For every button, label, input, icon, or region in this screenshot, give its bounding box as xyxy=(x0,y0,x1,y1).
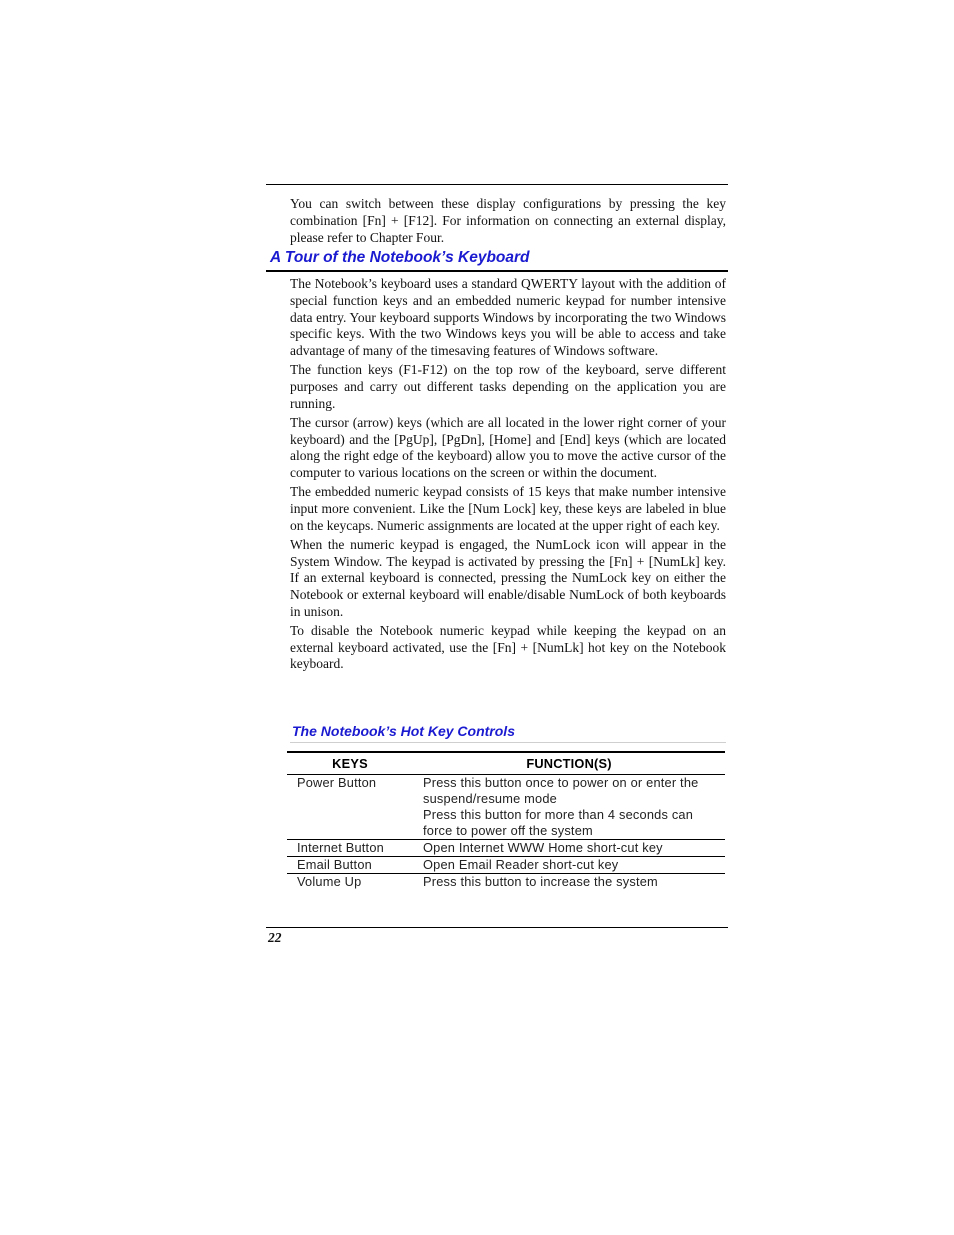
paragraph-function-keys: The function keys (F1-F12) on the top row of the keyboard, serve different purposes and carry out different tasks depending on the application you are running. xyxy=(290,362,726,411)
section-heading: A Tour of the Notebook’s Keyboard xyxy=(270,249,530,266)
intro-paragraph: You can switch between these display configurations by pressing the key combination [Fn] + [F12]. For information on connecting an external display, please refer to Chapter Four. xyxy=(290,196,726,245)
function-line: Press this button for more than 4 seconds can force to power off the system xyxy=(423,807,694,838)
key-cell: Email Button xyxy=(297,857,372,872)
paragraph-numlock: When the numeric keypad is engaged, the NumLock icon will appear in the System Window. The keypad is activated by pressing the [Fn] + [NumLk] key. If an external keyboard is connected, pressing the NumLock key on either the Notebook or external keyboard will enable/disable NumLock of both keyboards in unison. xyxy=(290,536,726,619)
section-heading-rule xyxy=(266,270,728,272)
function-line: Press this button to increase the system xyxy=(423,874,658,889)
paragraph-numeric-keypad: The embedded numeric keypad consists of 15 keys that make number intensive input more convenient. Like the [Num Lock] key, these keys are labeled in blue on the keycaps. Numeric assignments are located at the upper right of each key. xyxy=(290,484,726,533)
bottom-rule xyxy=(266,927,728,928)
column-header-functions: FUNCTION(S) xyxy=(526,756,612,771)
key-cell: Volume Up xyxy=(297,874,362,889)
column-header-keys: KEYS xyxy=(332,756,368,771)
key-cell: Internet Button xyxy=(297,840,384,855)
subsection-heading: The Notebook’s Hot Key Controls xyxy=(292,723,515,739)
hotkey-table xyxy=(287,751,725,890)
section-body xyxy=(290,276,726,675)
table-row xyxy=(287,857,725,874)
paragraph-disable-keypad: To disable the Notebook numeric keypad while keeping the keypad on an external keyboard activated, use the [Fn] + [NumLk] hot key on the Notebook keyboard. xyxy=(290,622,726,672)
table-header-row xyxy=(287,752,725,775)
function-cell xyxy=(413,840,725,857)
table-row xyxy=(287,874,725,891)
paragraph-cursor-keys: The cursor (arrow) keys (which are all located in the lower right corner of your keyboard) and the [PgUp], [PgDn], [Home] and [End] keys (which are located along the right edge of the keyboard) allow you to move the active cursor of the computer to various locations on the screen or within the document. xyxy=(290,414,726,481)
top-rule xyxy=(266,184,728,185)
paragraph-keyboard-layout: The Notebook’s keyboard uses a standard QWERTY layout with the addition of special function keys and an embedded numeric keypad for number intensive data entry. Your keyboard supports Windows by incorporating the two Windows specific keys. With the two Windows keys you will be able to access and take advantage of many of the timesaving features of Windows software. xyxy=(290,276,726,359)
function-line: Open Email Reader short-cut key xyxy=(423,857,619,872)
page-number: 22 xyxy=(268,930,282,945)
function-line: Open Internet WWW Home short-cut key xyxy=(423,840,663,855)
intro-text xyxy=(290,196,726,249)
function-cell xyxy=(413,874,725,891)
table-row xyxy=(287,840,725,857)
subsection-heading-rule xyxy=(290,742,726,743)
function-cell xyxy=(413,775,725,840)
table-row xyxy=(287,775,725,840)
function-cell xyxy=(413,857,725,874)
function-line: Press this button once to power on or enter the suspend/resume mode xyxy=(423,775,699,806)
key-cell: Power Button xyxy=(297,775,377,790)
